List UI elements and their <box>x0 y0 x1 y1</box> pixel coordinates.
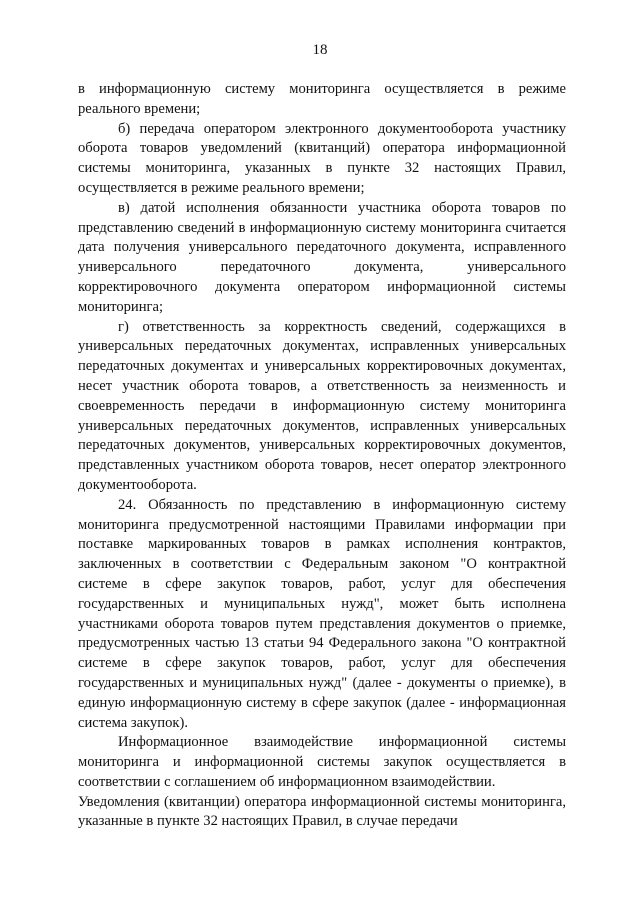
document-body <box>78 80 566 832</box>
page-number: 18 <box>312 42 328 58</box>
paragraph-notifications: Уведомления (квитанции) оператора информационной системы мониторинга, указанные в пункте 32 настоящих Правил, в случае передачи <box>78 793 566 830</box>
paragraph-v: в) датой исполнения обязанности участника оборота товаров по представлению сведений в информационную систему мониторинга считается дата получения универсального передаточного документа, исправленного универсального передаточного документа, универсального корректировочного документа оператором информационной системы мониторинга; <box>78 199 566 315</box>
paragraph-g: г) ответственность за корректность сведений, содержащихся в универсальных передаточных документах, исправленных универсальных передаточных документах и универсальных корректировочных документах, несет участник оборота товаров, а ответственность за неизменность и своевременность передачи в информационную систему мониторинга универсальных передаточных документов, исправленных универсальных передаточных документов, универсальных корректировочных документов, представленных участником оборота товаров, несет оператор электронного документооборота. <box>78 318 566 493</box>
paragraph-b: б) передача оператором электронного документооборота участнику оборота товаров уведомлений (квитанций) оператора информационной системы мониторинга, указанных в пункте 32 настоящих Правил, осуществляется в режиме реального времени; <box>78 120 566 196</box>
paragraph-continuation: в информационную систему мониторинга осуществляется в режиме реального времени; <box>78 81 566 117</box>
paragraph-interaction: Информационное взаимодействие информационной системы мониторинга и информационной системы закупок осуществляется в соответствии с соглашением об информационном взаимодействии. <box>78 734 566 790</box>
paragraph-24: 24. Обязанность по представлению в информационную систему мониторинга предусмотренной настоящими Правилами информации при поставке маркированных товаров в рамках исполнения контрактов, заключенных в соответствии с Федеральным законом "О контрактной системе в сфере закупок товаров, работ, услуг для обеспечения государственных и муниципальных нужд", может быть исполнена участниками оборота товаров путем представления документов о приемке, предусмотренных частью 13 статьи 94 Федерального закона "О контрактной системе в сфере закупок товаров, работ, услуг для обеспечения государственных и муниципальных нужд" (далее - документы о приемке), в единую информационную систему в сфере закупок (далее - информационная система закупок). <box>78 496 566 731</box>
